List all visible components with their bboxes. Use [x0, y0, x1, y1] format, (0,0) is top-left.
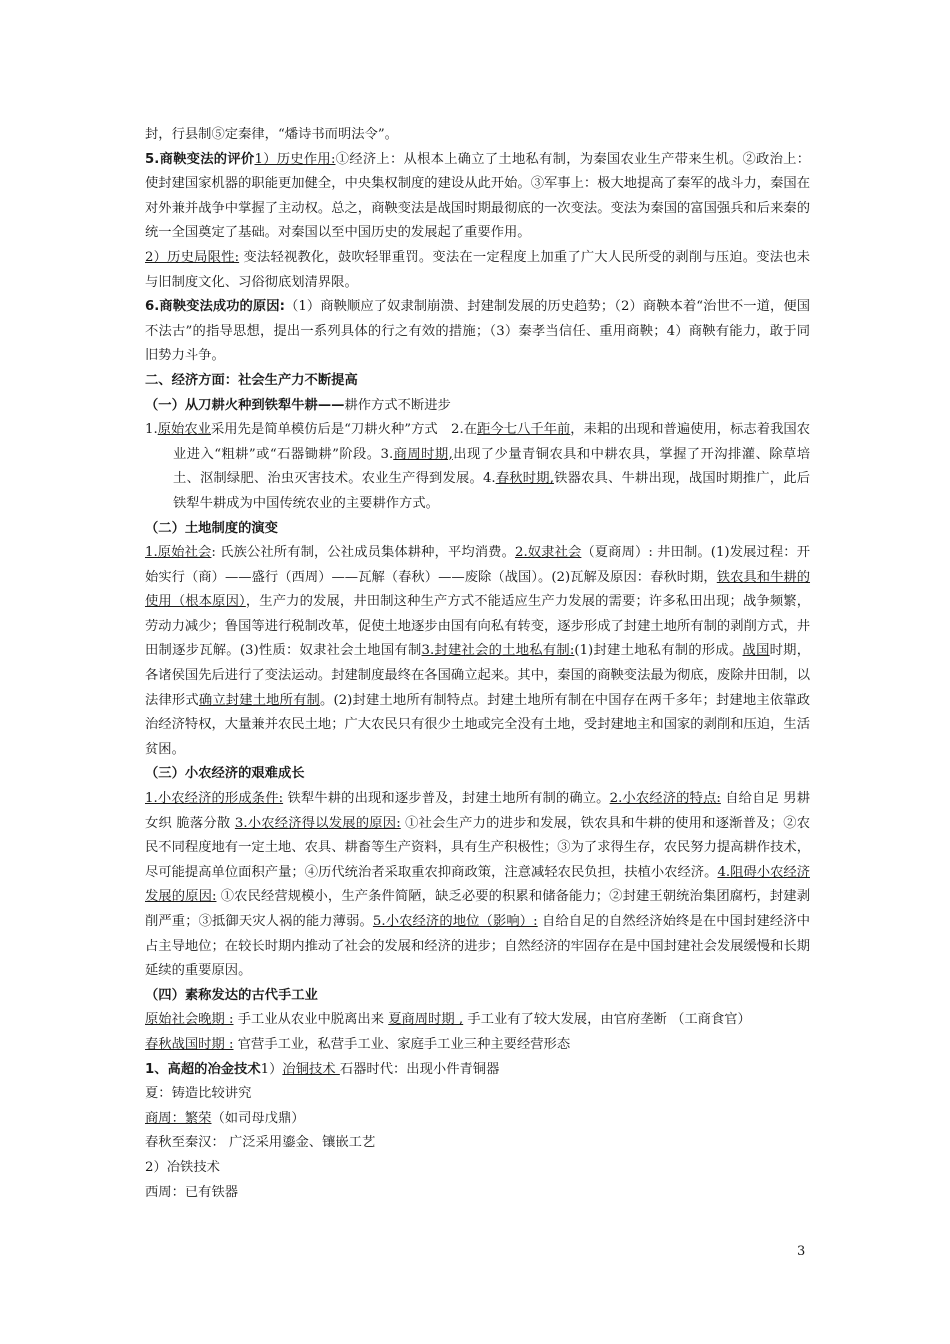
section-heading-6: 6.商鞅变法成功的原因:: [145, 299, 285, 315]
section-heading-5: 5.商鞅变法的评价: [145, 151, 255, 167]
body-text: 手工业有了较大发展，由官府垄断 （工商食官）: [463, 1012, 751, 1028]
body-text: （夏商周）: 井田制。(1)发展过程：开始实行（商）——盛行（西周）——瓦解（春秋）——废除（战国）。(2)瓦解及原因：春秋时期，: [145, 545, 811, 585]
underlined-term: 夏商周时期 ,: [388, 1012, 464, 1028]
body-text: ①经济上：从根本上确立了土地私有制，为秦国农业生产带来生机。②政治上：使封建国家机器的职能更加健全，中央集权制度的建设从此开始。③军事上：极大地提高了秦军的战斗力，秦国在对外兼并战争中掌握了主动权。总之，商鞅变法是战国时期最彻底的一次变法。变法为秦国的富国强兵和后来秦的统一全国奠定了基础。对秦国以至中国历史的发展起了重要作用。: [145, 151, 810, 241]
paragraph-farming: [145, 418, 810, 516]
underlined-term: 原始社会晚期 :: [145, 1012, 234, 1028]
underlined-term: 春秋战国时期 :: [145, 1036, 234, 1052]
subheading-metallurgy: 1、高超的冶金技术: [145, 1061, 261, 1077]
body-text: ①社会生产力的进步和发展，铁农具和牛耕的使用和逐渐普及；②农民不同程度地有一定土地、农具、耕畜等生产资料，具有生产积极性；③为了求得生存，农民努力提高耕作技术，尽可能提高单位面积产量；④历代统治者采取重农抑商政策，注意减轻农民负担，扶植小农经济。: [145, 815, 810, 880]
underlined-term: 1.原始社会: [145, 545, 212, 561]
paragraph-handicraft-early: [145, 1008, 810, 1033]
body-text: 铁器农具、牛耕出现，战国时期推广，此后铁犁牛耕成为中国传统农业的主要耕作方式。: [173, 471, 810, 511]
body-text: 自给自足的自然经济始终是在中国封建经济中占主导地位；在较长时期内推动了社会的发展和经济的进步；自然经济的牢固存在是中国封建社会发展缓慢和长期延续的重要原因。: [145, 914, 811, 979]
paragraph-xia: 夏：铸造比较讲究: [145, 1086, 252, 1102]
heading-farming-rest: 耕作方式不断进步: [344, 397, 451, 413]
body-text: 石器时代：出现小件青铜器: [339, 1061, 500, 1077]
paragraph-reform-success-reasons: [145, 295, 810, 369]
underlined-term: 5.小农经济的地位（影响）:: [372, 914, 538, 929]
underlined-term: 商周时期,: [393, 446, 453, 462]
underlined-term: 原始农业: [157, 422, 211, 438]
underlined-term: 2）历史局限性:: [145, 249, 240, 265]
body-text: 出现了少量青铜农具和中耕农具，掌握了开沟排灌、除草培土、沤制绿肥、治虫灭害技术。农业生产得到发展。4.: [173, 446, 810, 487]
body-text: （1）商鞅顺应了奴隶制崩溃、封建制发展的历史趋势；（2）商鞅本着“治世不一道，便国不法古”的指导思想，提出一系列具体的行之有效的措施；（3）秦孝当信任、重用商鞅；4）商鞅有能力，敢于同旧势力斗争。: [145, 299, 810, 364]
underlined-term: 商周：繁荣: [145, 1110, 212, 1126]
underlined-term: 冶铜技术: [282, 1061, 340, 1077]
body-text: 官营手工业，私营手工业、家庭手工业三种主要经营形态: [233, 1036, 571, 1052]
underlined-term: 2.小农经济的特点:: [609, 791, 721, 807]
heading-farming-bold: （一）从刀耕火种到铁犁牛耕——: [145, 397, 345, 413]
underlined-term: 铁农具和牛耕的使用（根本原因）: [145, 569, 811, 610]
heading-farming: [145, 394, 810, 419]
page-number: 3: [797, 1244, 806, 1259]
underlined-term: 3.小农经济得以发展的原因:: [234, 815, 401, 831]
paragraph-shang-zhou: [145, 1107, 810, 1132]
paragraph-spring-autumn-qin-han: 春秋至秦汉： 广泛采用鎏金、镶嵌工艺: [145, 1135, 376, 1151]
underlined-term: 2.奴隶社会: [514, 545, 582, 561]
body-text: ①农民经营规模小，生产条件简陋，缺乏必要的积累和储备能力；②封建王朝统治集团腐朽，封建剥削严重；③抵御天灾人祸的能力薄弱。: [145, 889, 810, 929]
document-body: [145, 123, 810, 1205]
paragraph-metallurgy: [145, 1058, 810, 1083]
heading-economy: 二、经济方面：社会生产力不断提高: [145, 372, 358, 388]
body-text: (1)封建土地私有制的形成。: [574, 643, 743, 659]
body-text: 变法轻视教化，鼓吹轻罪重罚。变法在一定程度上加重了广大人民所受的剥削与压迫。变法也未与旧制度文化、习俗彻底划清界限。: [145, 249, 810, 290]
paragraph-iron-smelting: 2）冶铁技术: [145, 1159, 220, 1175]
body-text: 时期，各诸侯国先后进行了变法运动。封建制度最终在各国确立起来。其中，秦国的商鞅变法最为彻底，废除井田制，以法律形式: [145, 643, 811, 708]
paragraph-qin-laws: 封，行县制⑤定秦律，“燔诗书而明法令”。: [145, 127, 398, 142]
underlined-term: 1.小农经济的形成条件:: [145, 791, 284, 807]
underlined-term: 春秋时期,: [495, 471, 554, 487]
body-text: 1）: [260, 1061, 283, 1077]
body-text: ，耒耜的出现和普遍使用，标志着我国农业进入“粗耕”或“石器锄耕”阶段。3.: [173, 422, 811, 462]
paragraph-western-zhou: 西周：已有铁器: [145, 1184, 239, 1200]
body-text: 。(2)封建土地所有制特点。封建土地所有制在中国存在两千多年；封建地主依靠政治经济特权，大量兼并农民土地；广大农民只有很少土地或完全没有土地，受封建地主和国家的剥削和压迫，生活贫困。: [145, 692, 811, 757]
body-text: : 氏族公社所有制，公社成员集体耕种，平均消费。: [211, 545, 515, 561]
body-text: 自给自足 男耕女织 脆落分散: [145, 791, 810, 831]
underlined-term: 战国: [742, 643, 770, 659]
paragraph-land-system: [145, 541, 810, 762]
heading-land-system: （二）土地制度的演变: [145, 520, 278, 536]
body-text: 采用先是简单模仿后是“刀耕火种”方式 2.在: [210, 422, 478, 438]
body-text: 1.: [145, 422, 158, 438]
underlined-term: 1）历史作用:: [254, 151, 336, 167]
heading-handicraft: （四）素称发达的古代手工业: [145, 987, 318, 1003]
body-text: 手工业从农业中脱离出来: [233, 1012, 389, 1028]
paragraph-handicraft-spring-autumn: [145, 1033, 810, 1058]
underlined-term: 距今七八千年前: [477, 422, 571, 438]
paragraph-small-peasant-economy: [145, 787, 810, 984]
paragraph-reform-evaluation: [145, 148, 810, 246]
body-text: 铁犁牛耕的出现和逐步普及，封建土地所有制的确立。: [283, 791, 610, 807]
underlined-term: 3.封建社会的土地私有制:: [421, 643, 575, 659]
heading-small-peasant-economy: （三）小农经济的艰难成长: [145, 766, 305, 782]
body-text: ，生产力的发展，井田制这种生产方式不能适应生产力发展的需要；许多私田出现；战争频繁，劳动力减少；鲁国等进行税制改革，促使土地逐步由国有向私有转变，逐步形成了封建土地所有制的剥削方式，井田制逐步瓦解。(3)性质：奴隶社会土地国有制: [145, 594, 810, 659]
body-text: （如司母戊鼎）: [211, 1110, 305, 1126]
underlined-term: 4.阻碍小农经济发展的原因:: [145, 864, 810, 905]
paragraph-reform-limitations: [145, 246, 810, 295]
underlined-term: 确立封建土地所有制: [198, 692, 321, 708]
